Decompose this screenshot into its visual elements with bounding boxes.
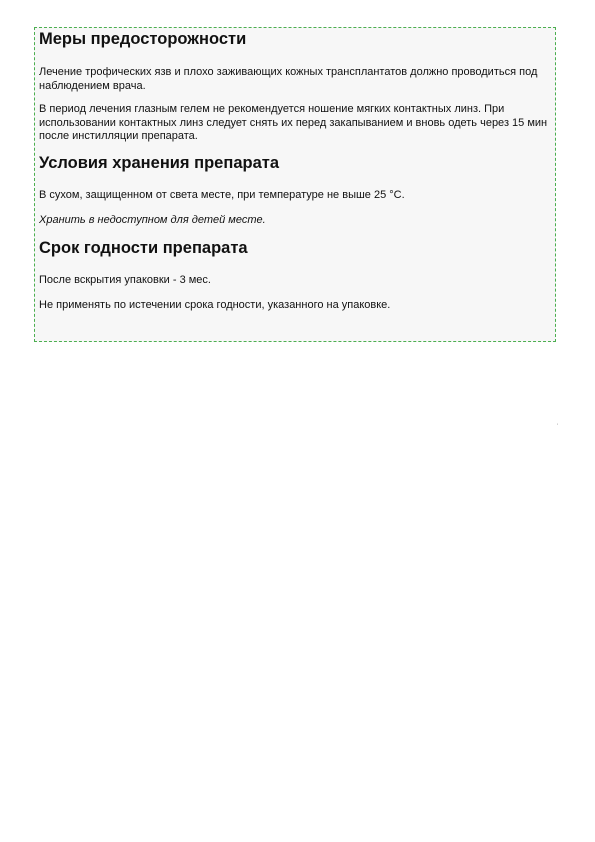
storage-heading: Условия хранения препарата: [39, 153, 280, 172]
precautions-paragraph-contact-lenses: В период лечения глазным гелем не рекомендуется ношение мягких контактных линз. При использовании контактных линз следует снять их перед закапыванием и вновь одеть через 15 мин после инстилляции препарата.: [39, 103, 548, 142]
precautions-paragraph-ulcers: Лечение трофических язв и плохо заживающих кожных трансплантатов должно проводиться под наблюдением врача.: [39, 66, 538, 92]
shelf-life-paragraph-expiry: Не применять по истечении срока годности, указанного на упаковке.: [39, 299, 391, 311]
storage-paragraph-conditions: В сухом, защищенном от света месте, при температуре не выше 25 °С.: [39, 188, 405, 201]
document-content-box: [34, 27, 556, 342]
precautions-heading: Меры предосторожности: [39, 30, 247, 48]
shelf-life-heading: Срок годности препарата: [39, 238, 248, 257]
storage-paragraph-children: Хранить в недоступном для детей месте.: [39, 214, 266, 226]
margin-mark: ': [557, 424, 559, 430]
shelf-life-paragraph-opened: После вскрытия упаковки - 3 мес.: [39, 273, 211, 286]
